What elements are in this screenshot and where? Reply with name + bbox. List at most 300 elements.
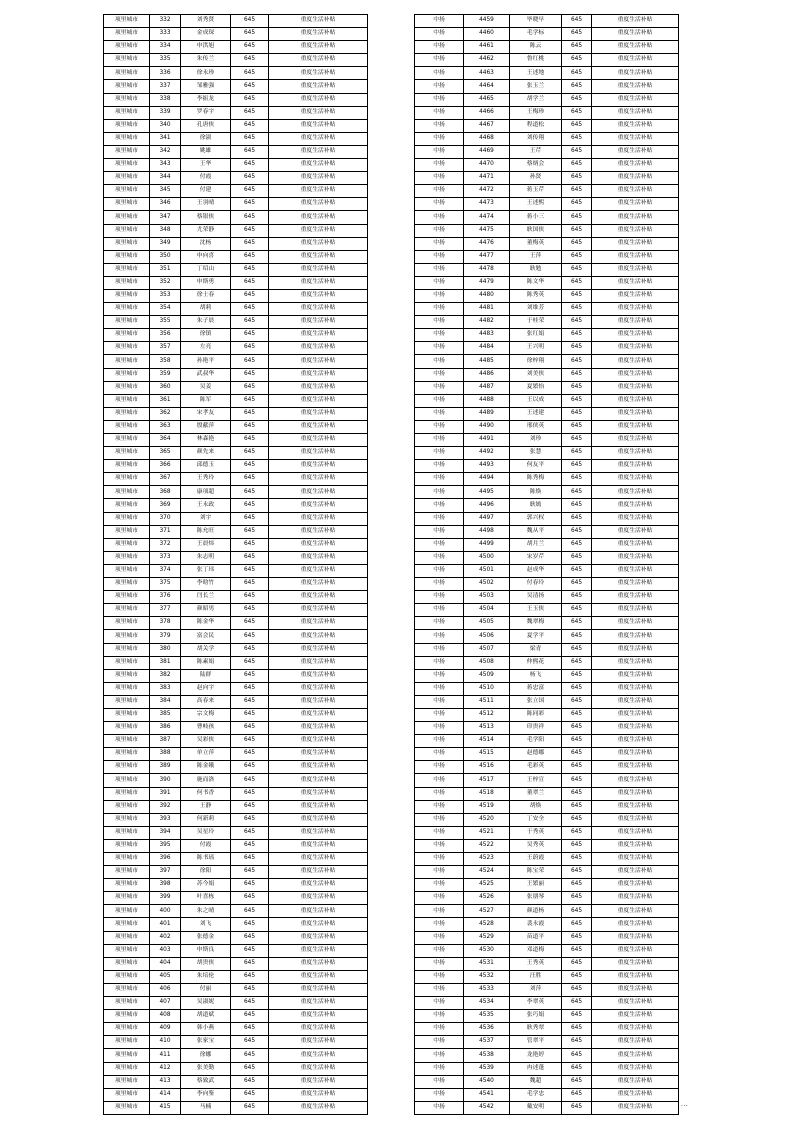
recipient-name-cell: 吴淑妮 (181, 997, 231, 1010)
category-cell: 重度生活补贴 (592, 538, 679, 551)
table-row (415, 866, 679, 879)
seq-number-cell: 358 (150, 355, 181, 368)
table-row (104, 983, 368, 996)
amount-cell: 645 (231, 224, 269, 237)
recipient-name-cell: 朱传兰 (181, 54, 231, 67)
recipient-name-cell: 陆群 (181, 669, 231, 682)
district-cell: 项里城市 (104, 826, 150, 839)
district-cell: 项里城市 (104, 159, 150, 172)
seq-number-cell: 333 (150, 28, 181, 41)
amount-cell: 645 (231, 538, 269, 551)
table-row (104, 381, 368, 394)
category-cell: 重度生活补贴 (592, 80, 679, 93)
seq-number-cell: 393 (150, 813, 181, 826)
category-cell: 重度生活补贴 (269, 931, 368, 944)
amount-cell: 645 (562, 944, 592, 957)
recipient-name-cell: 王羽晴 (181, 198, 231, 211)
district-cell: 项里城市 (104, 551, 150, 564)
district-cell: 中扬 (415, 800, 464, 813)
amount-cell: 645 (231, 185, 269, 198)
amount-cell: 645 (231, 119, 269, 132)
district-cell: 中扬 (415, 905, 464, 918)
seq-number-cell: 367 (150, 473, 181, 486)
table-row (104, 656, 368, 669)
district-cell: 项里城市 (104, 434, 150, 447)
category-cell: 重度生活补贴 (269, 800, 368, 813)
table-row (415, 263, 679, 276)
category-cell: 重度生活补贴 (269, 41, 368, 54)
amount-cell: 645 (562, 185, 592, 198)
district-cell: 中扬 (415, 1101, 464, 1114)
recipient-name-cell: 丁安全 (510, 813, 562, 826)
category-cell: 重度生活补贴 (269, 80, 368, 93)
category-cell: 重度生活补贴 (269, 787, 368, 800)
category-cell: 重度生活补贴 (592, 525, 679, 538)
seq-number-cell: 407 (150, 997, 181, 1010)
recipient-name-cell: 王述熙 (510, 198, 562, 211)
recipient-name-cell: 王萍 (510, 250, 562, 263)
district-cell: 中扬 (415, 970, 464, 983)
recipient-name-cell: 朱子晨 (181, 316, 231, 329)
district-cell: 项里城市 (104, 289, 150, 302)
recipient-name-cell: 梁青 (510, 643, 562, 656)
amount-cell: 645 (231, 394, 269, 407)
category-cell: 重度生活补贴 (269, 525, 368, 538)
table-row (104, 551, 368, 564)
category-cell: 重度生活补贴 (269, 551, 368, 564)
seq-number-cell: 4470 (464, 159, 510, 172)
amount-cell: 645 (562, 538, 592, 551)
category-cell: 重度生活补贴 (592, 342, 679, 355)
district-cell: 项里城市 (104, 853, 150, 866)
recipient-name-cell: 董梅英 (510, 237, 562, 250)
amount-cell: 645 (231, 420, 269, 433)
recipient-name-cell: 毛学忠 (510, 1088, 562, 1101)
district-cell: 项里城市 (104, 145, 150, 158)
seq-number-cell: 362 (150, 407, 181, 420)
amount-cell: 645 (231, 892, 269, 905)
recipient-name-cell: 何新莉 (181, 813, 231, 826)
amount-cell: 645 (231, 54, 269, 67)
district-cell: 项里城市 (104, 892, 150, 905)
category-cell: 重度生活补贴 (592, 15, 679, 28)
seq-number-cell: 375 (150, 578, 181, 591)
table-row (104, 957, 368, 970)
category-cell: 重度生活补贴 (269, 512, 368, 525)
recipient-name-cell: 李向鉴 (181, 1088, 231, 1101)
district-cell: 中扬 (415, 407, 464, 420)
category-cell: 重度生活补贴 (269, 879, 368, 892)
table-row (104, 643, 368, 656)
district-cell: 项里城市 (104, 813, 150, 826)
table-row (415, 355, 679, 368)
district-cell: 项里城市 (104, 237, 150, 250)
category-cell: 重度生活补贴 (269, 407, 368, 420)
amount-cell: 645 (562, 1049, 592, 1062)
district-cell: 项里城市 (104, 407, 150, 420)
district-cell: 中扬 (415, 381, 464, 394)
category-cell: 重度生活补贴 (269, 237, 368, 250)
category-cell: 重度生活补贴 (269, 394, 368, 407)
category-cell: 重度生活补贴 (592, 774, 679, 787)
recipient-name-cell: 孙艳平 (181, 355, 231, 368)
seq-number-cell: 351 (150, 263, 181, 276)
category-cell: 重度生活补贴 (592, 329, 679, 342)
amount-cell: 645 (231, 656, 269, 669)
recipient-name-cell: 王蔚霞 (510, 853, 562, 866)
amount-cell: 645 (562, 918, 592, 931)
category-cell: 重度生活补贴 (592, 224, 679, 237)
recipient-name-cell: 徐娜 (181, 1049, 231, 1062)
category-cell: 重度生活补贴 (269, 368, 368, 381)
amount-cell: 645 (231, 211, 269, 224)
table-row (104, 682, 368, 695)
table-row (104, 722, 368, 735)
amount-cell: 645 (231, 355, 269, 368)
amount-cell: 645 (562, 682, 592, 695)
amount-cell: 645 (562, 368, 592, 381)
recipient-name-cell: 张德金 (181, 931, 231, 944)
category-cell: 重度生活补贴 (592, 172, 679, 185)
table-row (415, 578, 679, 591)
district-cell: 项里城市 (104, 879, 150, 892)
recipient-name-cell: 刘飞 (181, 918, 231, 931)
category-cell: 重度生活补贴 (592, 695, 679, 708)
recipient-name-cell: 曹岐孩 (181, 722, 231, 735)
recipient-name-cell: 刘秀贤 (181, 15, 231, 28)
district-cell: 项里城市 (104, 420, 150, 433)
amount-cell: 645 (562, 237, 592, 250)
category-cell: 重度生活补贴 (269, 289, 368, 302)
category-cell: 重度生活补贴 (269, 578, 368, 591)
district-cell: 项里城市 (104, 1010, 150, 1023)
seq-number-cell: 371 (150, 525, 181, 538)
seq-number-cell: 4490 (464, 420, 510, 433)
district-cell: 中扬 (415, 486, 464, 499)
amount-cell: 645 (562, 263, 592, 276)
category-cell: 重度生活补贴 (269, 1023, 368, 1036)
table-row (415, 826, 679, 839)
district-cell: 项里城市 (104, 172, 150, 185)
district-cell: 项里城市 (104, 28, 150, 41)
amount-cell: 645 (562, 630, 592, 643)
category-cell: 重度生活补贴 (592, 289, 679, 302)
amount-cell: 645 (562, 970, 592, 983)
category-cell: 重度生活补贴 (269, 761, 368, 774)
amount-cell: 645 (231, 198, 269, 211)
amount-cell: 645 (562, 67, 592, 80)
district-cell: 中扬 (415, 997, 464, 1010)
table-row (104, 499, 368, 512)
amount-cell: 645 (231, 447, 269, 460)
category-cell: 重度生活补贴 (592, 879, 679, 892)
table-row (415, 630, 679, 643)
seq-number-cell: 378 (150, 617, 181, 630)
table-row (104, 54, 368, 67)
recipient-name-cell: 殷献萍 (181, 420, 231, 433)
seq-number-cell: 388 (150, 748, 181, 761)
amount-cell: 645 (562, 381, 592, 394)
recipient-name-cell: 胡关学 (181, 643, 231, 656)
seq-number-cell: 396 (150, 853, 181, 866)
district-cell: 项里城市 (104, 1036, 150, 1049)
category-cell: 重度生活补贴 (592, 1010, 679, 1023)
seq-number-cell: 4491 (464, 434, 510, 447)
recipient-name-cell: 孔唐侠 (181, 119, 231, 132)
table-row (415, 237, 679, 250)
seq-number-cell: 4500 (464, 551, 510, 564)
seq-number-cell: 4530 (464, 944, 510, 957)
category-cell: 重度生活补贴 (592, 1049, 679, 1062)
seq-number-cell: 353 (150, 289, 181, 302)
amount-cell: 645 (562, 303, 592, 316)
seq-number-cell: 4528 (464, 918, 510, 931)
recipient-name-cell: 毛学阳 (510, 735, 562, 748)
district-cell: 项里城市 (104, 630, 150, 643)
seq-number-cell: 4503 (464, 591, 510, 604)
amount-cell: 645 (562, 931, 592, 944)
amount-cell: 645 (562, 1036, 592, 1049)
amount-cell: 645 (231, 512, 269, 525)
seq-number-cell: 4536 (464, 1023, 510, 1036)
amount-cell: 645 (231, 669, 269, 682)
recipient-name-cell: 耿嫣 (510, 499, 562, 512)
seq-number-cell: 4461 (464, 41, 510, 54)
district-cell: 项里城市 (104, 787, 150, 800)
amount-cell: 645 (231, 1010, 269, 1023)
category-cell: 重度生活补贴 (269, 669, 368, 682)
seq-number-cell: 365 (150, 447, 181, 460)
category-cell: 重度生活补贴 (269, 1088, 368, 1101)
seq-number-cell: 387 (150, 735, 181, 748)
table-row (104, 1101, 368, 1114)
seq-number-cell: 4496 (464, 499, 510, 512)
district-cell: 中扬 (415, 722, 464, 735)
category-cell: 重度生活补贴 (592, 591, 679, 604)
district-cell: 项里城市 (104, 263, 150, 276)
amount-cell: 645 (231, 67, 269, 80)
district-cell: 项里城市 (104, 185, 150, 198)
district-cell: 中扬 (415, 316, 464, 329)
amount-cell: 645 (231, 172, 269, 185)
recipient-name-cell: 管翠平 (510, 1036, 562, 1049)
amount-cell: 645 (231, 735, 269, 748)
recipient-name-cell: 邢侠英 (510, 420, 562, 433)
page-corner-mark: ... (681, 1101, 689, 1108)
recipient-name-cell: 付建 (181, 185, 231, 198)
table-row (104, 303, 368, 316)
seq-number-cell: 343 (150, 159, 181, 172)
seq-number-cell: 399 (150, 892, 181, 905)
category-cell: 重度生活补贴 (269, 132, 368, 145)
amount-cell: 645 (231, 303, 269, 316)
right-roster-body (415, 15, 679, 1115)
table-row (415, 185, 679, 198)
amount-cell: 645 (231, 145, 269, 158)
district-cell: 项里城市 (104, 368, 150, 381)
category-cell: 重度生活补贴 (592, 394, 679, 407)
seq-number-cell: 4527 (464, 905, 510, 918)
recipient-name-cell: 毛学标 (510, 28, 562, 41)
table-row (415, 15, 679, 28)
district-cell: 中扬 (415, 525, 464, 538)
recipient-name-cell: 冉述蓬 (510, 1062, 562, 1075)
seq-number-cell: 391 (150, 787, 181, 800)
district-cell: 项里城市 (104, 250, 150, 263)
seq-number-cell: 412 (150, 1062, 181, 1075)
recipient-name-cell: 李振龙 (181, 93, 231, 106)
category-cell: 重度生活补贴 (269, 329, 368, 342)
table-row (415, 643, 679, 656)
category-cell: 重度生活补贴 (592, 28, 679, 41)
recipient-name-cell: 徐永珍 (181, 67, 231, 80)
amount-cell: 645 (231, 473, 269, 486)
seq-number-cell: 4459 (464, 15, 510, 28)
seq-number-cell: 4537 (464, 1036, 510, 1049)
recipient-name-cell: 何友平 (510, 460, 562, 473)
amount-cell: 645 (562, 578, 592, 591)
seq-number-cell: 356 (150, 329, 181, 342)
recipient-name-cell: 申洪旭 (181, 41, 231, 54)
category-cell: 重度生活补贴 (592, 473, 679, 486)
category-cell: 重度生活补贴 (592, 604, 679, 617)
recipient-name-cell: 颜先来 (181, 447, 231, 460)
amount-cell: 645 (231, 905, 269, 918)
table-row (104, 538, 368, 551)
table-row (415, 761, 679, 774)
amount-cell: 645 (562, 41, 592, 54)
district-cell: 中扬 (415, 394, 464, 407)
table-row (415, 303, 679, 316)
category-cell: 重度生活补贴 (269, 263, 368, 276)
district-cell: 项里城市 (104, 1049, 150, 1062)
table-row (415, 368, 679, 381)
recipient-name-cell: 胡贵侠 (181, 957, 231, 970)
table-row (104, 787, 368, 800)
table-row (415, 1049, 679, 1062)
district-cell: 中扬 (415, 918, 464, 931)
table-row (104, 578, 368, 591)
amount-cell: 645 (231, 578, 269, 591)
recipient-name-cell: 张朋琴 (510, 892, 562, 905)
district-cell: 中扬 (415, 28, 464, 41)
district-cell: 中扬 (415, 132, 464, 145)
seq-number-cell: 346 (150, 198, 181, 211)
recipient-name-cell: 魏从平 (510, 525, 562, 538)
category-cell: 重度生活补贴 (269, 630, 368, 643)
recipient-name-cell: 毛彩英 (510, 761, 562, 774)
table-row (104, 263, 368, 276)
category-cell: 重度生活补贴 (592, 1088, 679, 1101)
seq-number-cell: 347 (150, 211, 181, 224)
table-row (104, 486, 368, 499)
table-row (415, 656, 679, 669)
category-cell: 重度生活补贴 (269, 381, 368, 394)
table-row (104, 394, 368, 407)
recipient-name-cell: 陈文华 (510, 276, 562, 289)
table-row (104, 970, 368, 983)
seq-number-cell: 348 (150, 224, 181, 237)
category-cell: 重度生活补贴 (269, 997, 368, 1010)
category-cell: 重度生活补贴 (269, 604, 368, 617)
category-cell: 重度生活补贴 (269, 93, 368, 106)
table-row (415, 905, 679, 918)
district-cell: 项里城市 (104, 774, 150, 787)
recipient-name-cell: 陈焕 (510, 486, 562, 499)
table-row (415, 918, 679, 931)
table-row (104, 342, 368, 355)
table-row (104, 185, 368, 198)
amount-cell: 645 (231, 381, 269, 394)
table-row (415, 486, 679, 499)
table-row (415, 748, 679, 761)
recipient-name-cell: 耿秀翠 (510, 1023, 562, 1036)
table-row (415, 460, 679, 473)
recipient-name-cell: 耿勉 (510, 263, 562, 276)
district-cell: 中扬 (415, 787, 464, 800)
category-cell: 重度生活补贴 (592, 918, 679, 931)
table-row (104, 591, 368, 604)
category-cell: 重度生活补贴 (592, 944, 679, 957)
district-cell: 项里城市 (104, 525, 150, 538)
recipient-name-cell: 吴彩侠 (181, 735, 231, 748)
seq-number-cell: 4521 (464, 826, 510, 839)
district-cell: 项里城市 (104, 604, 150, 617)
amount-cell: 645 (231, 800, 269, 813)
category-cell: 重度生活补贴 (269, 224, 368, 237)
seq-number-cell: 404 (150, 957, 181, 970)
amount-cell: 645 (231, 93, 269, 106)
table-row (104, 93, 368, 106)
seq-number-cell: 4539 (464, 1062, 510, 1075)
category-cell: 重度生活补贴 (269, 106, 368, 119)
district-cell: 中扬 (415, 538, 464, 551)
district-cell: 中扬 (415, 263, 464, 276)
seq-number-cell: 379 (150, 630, 181, 643)
recipient-name-cell: 于秀英 (510, 826, 562, 839)
recipient-name-cell: 沈杨 (181, 237, 231, 250)
category-cell: 重度生活补贴 (592, 119, 679, 132)
category-cell: 重度生活补贴 (269, 839, 368, 852)
district-cell: 项里城市 (104, 512, 150, 525)
amount-cell: 645 (231, 617, 269, 630)
recipient-name-cell: 王静 (181, 800, 231, 813)
category-cell: 重度生活补贴 (592, 866, 679, 879)
table-row (415, 525, 679, 538)
category-cell: 重度生活补贴 (269, 342, 368, 355)
table-row (104, 525, 368, 538)
table-row (104, 866, 368, 879)
district-cell: 中扬 (415, 1023, 464, 1036)
seq-number-cell: 4510 (464, 682, 510, 695)
district-cell: 项里城市 (104, 381, 150, 394)
recipient-name-cell: 施而洛 (181, 774, 231, 787)
table-row (104, 708, 368, 721)
district-cell: 中扬 (415, 159, 464, 172)
category-cell: 重度生活补贴 (592, 185, 679, 198)
category-cell: 重度生活补贴 (592, 682, 679, 695)
recipient-name-cell: 龙艳婷 (510, 1049, 562, 1062)
amount-cell: 645 (231, 1049, 269, 1062)
category-cell: 重度生活补贴 (269, 918, 368, 931)
recipient-name-cell: 王以成 (510, 394, 562, 407)
table-row (415, 551, 679, 564)
category-cell: 重度生活补贴 (592, 460, 679, 473)
district-cell: 中扬 (415, 145, 464, 158)
amount-cell: 645 (562, 1101, 592, 1114)
amount-cell: 645 (562, 643, 592, 656)
seq-number-cell: 376 (150, 591, 181, 604)
